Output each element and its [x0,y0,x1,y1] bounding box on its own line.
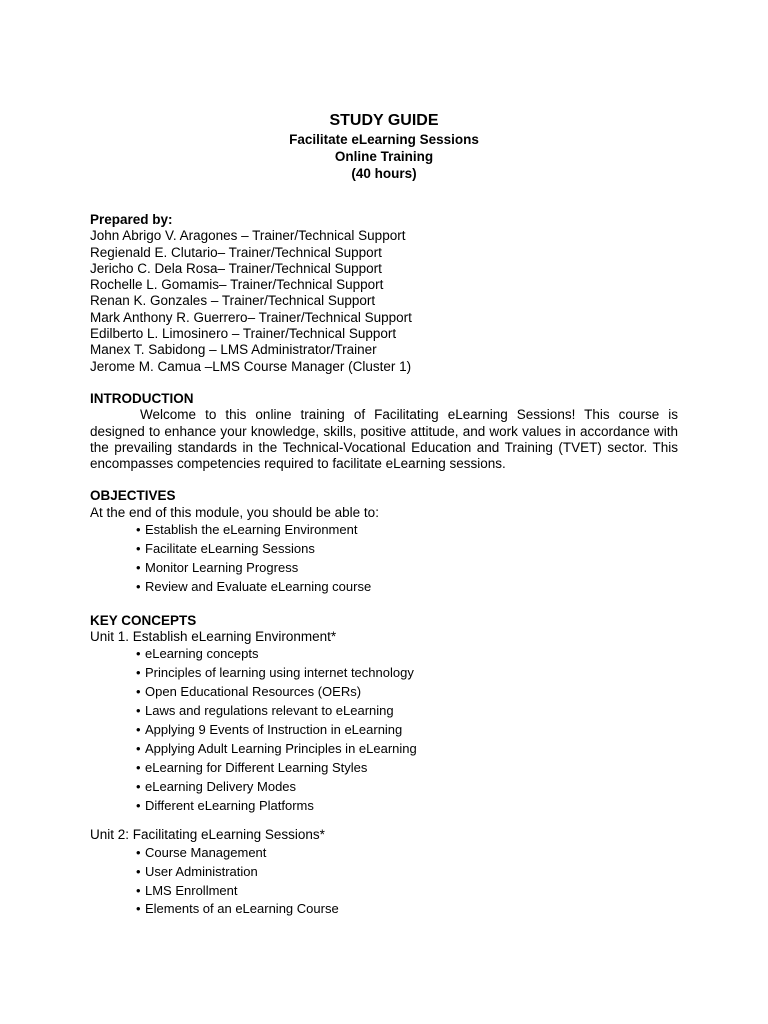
list-item: • Review and Evaluate eLearning course [136,578,678,597]
bullet-icon: • [136,665,141,681]
list-item: • User Administration [136,863,678,882]
preparer-line: Jericho C. Dela Rosa– Trainer/Technical Support [90,260,382,276]
bullet-icon: • [136,844,141,860]
list-item: • Applying 9 Events of Instruction in eLearning [136,721,678,740]
list-item: • eLearning concepts [136,645,678,664]
bullet-icon: • [136,797,141,813]
bullet-icon: • [136,759,141,775]
title-block [0,111,768,182]
bullet-icon: • [136,863,141,879]
list-item: • eLearning for Different Learning Styles [136,759,678,778]
document-subtitle-line: (40 hours) [351,166,417,181]
list-item: • LMS Enrollment [136,882,678,901]
preparer-line: Renan K. Gonzales – Trainer/Technical Support [90,293,376,309]
bullet-icon: • [136,702,141,718]
key-concepts-section [90,613,678,920]
introduction-section [90,391,678,472]
document-body [90,212,678,919]
bullet-icon: • [136,646,141,662]
objectives-heading: OBJECTIVES [90,488,176,504]
preparer-line: Mark Anthony R. Guerrero– Trainer/Technical Support [90,309,412,325]
list-item: • Different eLearning Platforms [136,797,678,816]
prepared-by-heading: Prepared by: [90,212,173,227]
preparer-line: John Abrigo V. Aragones – Trainer/Technical Support [90,228,406,244]
introduction-paragraph: Welcome to this online training of Facilitating eLearning Sessions! This course is designed to enhance your knowledge, skills, positive attitude, and work values in accordance with the prevailing standards in the Technical-Vocational Education and Training (TVET) sector. This encompasses competencies required to facilitate eLearning sessions. [90,407,678,472]
preparer-line: Jerome M. Camua –LMS Course Manager (Cluster 1) [90,358,412,374]
bullet-icon: • [136,684,141,700]
bullet-icon: • [136,578,141,594]
unit-2-list [90,844,678,920]
list-item: • Open Educational Resources (OERs) [136,683,678,702]
list-item: • Monitor Learning Progress [136,559,678,578]
document-subtitle-line: Online Training [334,149,434,164]
bullet-icon: • [136,522,141,538]
objectives-list [90,521,678,597]
prepared-by-section [90,212,678,375]
list-item: • Establish the eLearning Environment [136,521,678,540]
bullet-icon: • [136,778,141,794]
list-item: • Elements of an eLearning Course [136,900,678,919]
introduction-heading: INTRODUCTION [90,390,194,406]
list-item: • eLearning Delivery Modes [136,778,678,797]
bullet-icon: • [136,721,141,737]
unit-1-list [90,645,678,815]
unit-title: Unit 1. Establish eLearning Environment* [90,628,337,644]
preparer-line: Edilberto L. Limosinero – Trainer/Technical Support [90,326,397,342]
preparer-line: Rochelle L. Gomamis– Trainer/Technical Support [90,277,384,293]
list-item: • Laws and regulations relevant to eLearning [136,702,678,721]
objectives-intro: At the end of this module, you should be able to: [90,504,379,520]
preparer-line: Regienald E. Clutario– Trainer/Technical Support [90,244,382,260]
bullet-icon: • [136,901,141,917]
list-item: • Principles of learning using internet technology [136,664,678,683]
list-item: • Facilitate eLearning Sessions [136,540,678,559]
bullet-icon: • [136,882,141,898]
list-item: • Course Management [136,844,678,863]
key-concepts-heading: KEY CONCEPTS [90,612,197,628]
bullet-icon: • [136,559,141,575]
document-subtitle-line: Facilitate eLearning Sessions [289,132,479,147]
bullet-icon: • [136,740,141,756]
bullet-icon: • [136,540,141,556]
document-title: STUDY GUIDE [329,112,439,129]
list-item: • Applying Adult Learning Principles in eLearning [136,740,678,759]
unit-title: Unit 2: Facilitating eLearning Sessions* [90,827,325,843]
preparer-line: Manex T. Sabidong – LMS Administrator/Trainer [90,342,377,358]
objectives-section [90,488,678,596]
